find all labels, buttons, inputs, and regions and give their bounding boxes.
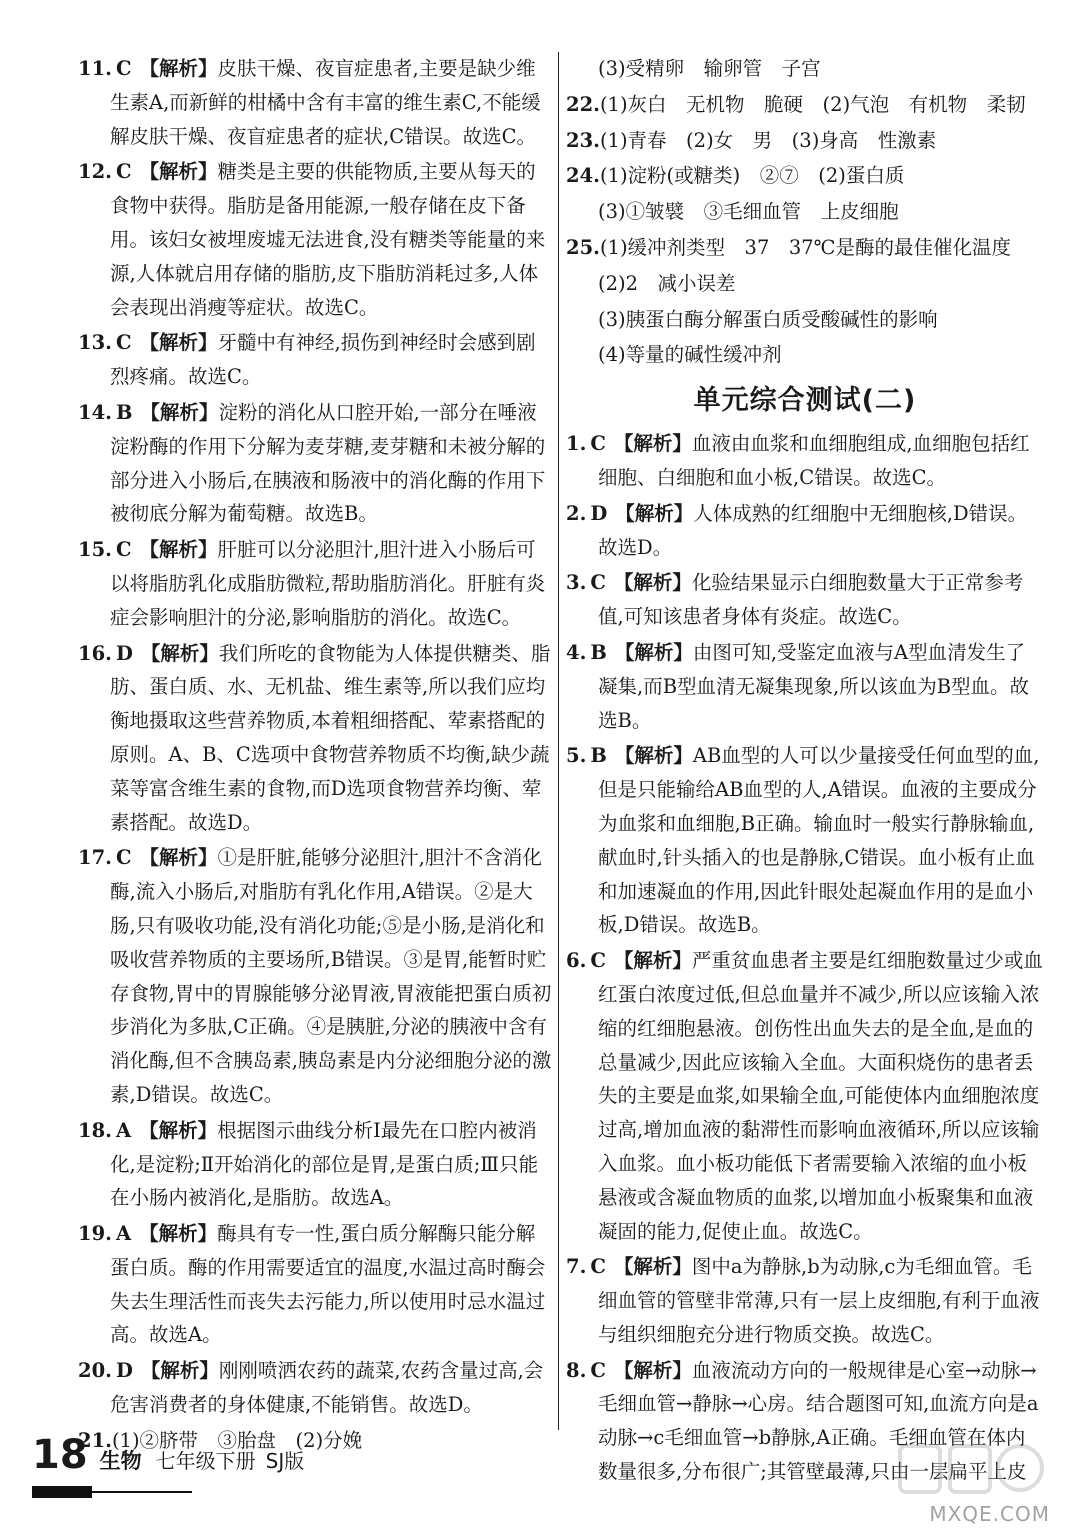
page-footer (32, 1432, 304, 1478)
answer-text: (1)灰白 无机物 脆硬 (2)气泡 有机物 柔韧 (599, 92, 1026, 116)
question-number: 11. (78, 57, 112, 80)
answer-item (78, 1354, 554, 1422)
answer-item (566, 195, 1044, 229)
answer-item (566, 338, 1044, 372)
answer-letter: C (115, 846, 132, 870)
answer-item (566, 52, 1044, 86)
question-number: 7. (566, 1255, 587, 1279)
question-number: 16. (78, 641, 112, 665)
question-number: 17. (78, 846, 112, 870)
answer-text: 酶具有专一性,蛋白质分解酶只能分解蛋白质。酶的作用需要适宜的温度,水温过高时酶会失去生理活性而丧失去污能力,所以使用时忌水温过高。故选A。 (110, 1222, 546, 1347)
answer-item (78, 1114, 554, 1215)
answer-letter: C (590, 432, 606, 456)
answer-text: (1)缓冲剂类型 37 37℃是酶的最佳催化温度 (599, 235, 1011, 259)
answer-letter: C (115, 331, 132, 355)
left-column (78, 52, 554, 1460)
footer-bar (32, 1486, 92, 1498)
answer-letter: D (115, 641, 133, 665)
answer-text: 化验结果显示白细胞数量大于正常参考值,可知该患者身体有炎症。故选C。 (598, 571, 1024, 629)
question-number: 1. (566, 432, 587, 456)
answer-item (566, 497, 1044, 565)
answer-text: AB血型的人可以少量接受任何血型的血,但是只能输给AB血型的人,A错误。血液的主要成分为血浆和血细胞,B正确。输血时一般实行静脉输血,献血时,针头插入的也是静脉,C错误。血小板有止血和加速凝血的作用,因此针眼处起凝血作用的是血小板,D错误。故选B。 (598, 744, 1040, 937)
answer-letter: C (115, 57, 132, 80)
question-number: 4. (566, 640, 587, 664)
answer-text: (1)淀粉(或糖类) ②⑦ (2)蛋白质 (599, 164, 905, 188)
analysis-tag: 【解析】 (613, 432, 692, 456)
answer-item (566, 739, 1044, 942)
answer-item (566, 231, 1044, 265)
answer-item (566, 427, 1044, 495)
answer-letter: B (590, 640, 607, 664)
answer-item (566, 88, 1044, 122)
answer-text: (3)受精卵 输卵管 子宫 (598, 57, 821, 80)
answer-letter: C (590, 1255, 606, 1279)
answer-item (78, 396, 554, 531)
answer-text: 我们所吃的食物能为人体提供糖类、脂肪、蛋白质、水、无机盐、维生素等,所以我们应均衡地摄取这些营养物质,本着粗细搭配、荤素搭配的原则。A、B、C选项中食物营养物质不均衡,缺少蔬菜等富含维生素的食物,而D选项食物营养均衡、荤素搭配。故选D。 (110, 641, 551, 834)
answer-text: (3)胰蛋白酶分解蛋白质受酸碱性的影响 (598, 307, 938, 331)
answer-item (566, 566, 1044, 634)
page-number: 18 (32, 1432, 88, 1478)
edition-label: SJ版 (265, 1449, 305, 1473)
answer-item (566, 159, 1044, 193)
answer-text: 淀粉的消化从口腔开始,一部分在唾液淀粉酶的作用下分解为麦芽糖,麦芽糖和未被分解的部分进入小肠后,在胰液和肠液中的消化酶的作用下被彻底分解为葡萄糖。故选B。 (110, 400, 546, 526)
answer-text: 血液由血浆和血细胞组成,血细胞包括红细胞、白细胞和血小板,C错误。故选C。 (598, 432, 1030, 489)
answer-text: 人体成熟的红细胞中无细胞核,D错误。故选D。 (598, 501, 1028, 559)
analysis-tag: 【解析】 (139, 331, 218, 355)
answer-text: (2)2 减小误差 (598, 271, 736, 295)
analysis-tag: 【解析】 (613, 1255, 692, 1279)
question-number: 13. (78, 331, 112, 355)
answer-letter: D (590, 501, 608, 525)
answer-item (78, 637, 554, 840)
analysis-tag: 【解析】 (613, 1358, 692, 1382)
answer-text: 皮肤干燥、夜盲症患者,主要是缺少维生素A,而新鲜的柑橘中含有丰富的维生素C,不能缓解皮肤干燥、夜盲症患者的症状,C错误。故选C。 (110, 57, 541, 148)
question-number: 5. (566, 744, 587, 768)
analysis-tag: 【解析】 (139, 57, 218, 80)
analysis-tag: 【解析】 (139, 160, 218, 184)
column-divider (558, 52, 559, 1430)
answer-text: 糖类是主要的供能物质,主要从每天的食物中获得。脂肪是备用能源,一般存储在皮下备用。该妇女被埋废墟无法进食,没有糖类等能量的来源,人体就启用存储的脂肪,皮下脂肪消耗过多,人体会表现出消瘦等症状。故选C。 (110, 160, 546, 319)
right-top-answers (566, 52, 1044, 372)
answer-text: (3)①皱襞 ③毛细血管 上皮细胞 (598, 200, 899, 224)
answer-letter: A (115, 1222, 132, 1246)
question-number: 14. (78, 400, 112, 424)
answer-letter: C (590, 949, 606, 973)
answer-item (566, 636, 1044, 737)
answer-letter: D (115, 1359, 133, 1383)
question-number: 3. (566, 571, 587, 595)
question-number: 6. (566, 949, 587, 973)
question-number: 8. (566, 1358, 587, 1382)
answer-item (78, 1217, 554, 1352)
subject-label: 生物 (99, 1449, 142, 1473)
answer-item (566, 267, 1044, 301)
question-number: 23. (566, 128, 600, 152)
answer-item (78, 841, 554, 1111)
answer-text: 根据图示曲线分析Ⅰ最先在口腔内被消化,是淀粉;Ⅱ开始消化的部位是胃,是蛋白质;Ⅲ只能在小肠内被消化,是脂肪。故选A。 (110, 1118, 539, 1210)
right-bottom-answers (566, 427, 1044, 1489)
answer-item (566, 124, 1044, 158)
answer-text: 严重贫血患者主要是红细胞数量过少或血红蛋白浓度过低,但总血量并不减少,所以应该输入浓缩的红细胞悬液。创伤性出血失去的是全血,是血的总量减少,因此应该输入全血。大面积烧伤的患者丢失的主要是血浆,如果输全血,可能使体内血细胞浓度过高,增加血液的黏滞性而影响血液循环,所以应该输入血浆。血小板功能低下者需要输入浓缩的血小板悬液或含凝血物质的血浆,以增加血小板聚集和血液凝固的能力,促使止血。故选C。 (598, 949, 1043, 1243)
analysis-tag: 【解析】 (615, 501, 694, 525)
analysis-tag: 【解析】 (614, 744, 693, 768)
answer-text: 肝脏可以分泌胆汁,胆汁进入小肠后可以将脂肪乳化成脂肪微粒,帮助脂肪消化。肝脏有炎症会影响胆汁的分泌,影响脂肪的消化。故选C。 (110, 538, 546, 629)
question-number: 20. (78, 1359, 112, 1383)
answer-text: ①是肝脏,能够分泌胆汁,胆汁不含消化酶,流入小肠后,对脂肪有乳化作用,A错误。②是大肠,只有吸收功能,没有消化功能;⑤是小肠,是消化和吸收营养物质的主要场所,B错误。③是胃,能暂时贮存食物,胃中的胃腺能够分泌胃液,胃液能把蛋白质初步消化为多肽,C正确。④是胰脏,分泌的胰液中含有消化酶,但不含胰岛素,胰岛素是内分泌细胞分泌的激素,D错误。故选C。 (110, 846, 552, 1106)
analysis-tag: 【解析】 (140, 641, 219, 665)
answer-item (566, 944, 1044, 1248)
answer-letter: C (590, 571, 606, 595)
question-number: 12. (78, 160, 112, 184)
analysis-tag: 【解析】 (614, 640, 693, 664)
question-number: 18. (78, 1118, 112, 1142)
answer-item (78, 326, 554, 394)
answer-item (78, 155, 554, 324)
analysis-tag: 【解析】 (139, 846, 218, 870)
question-number: 25. (566, 235, 600, 259)
question-number: 19. (78, 1222, 112, 1246)
question-number: 24. (566, 164, 600, 188)
question-number: 21. (78, 1428, 112, 1452)
grade-label: 七年级下册 (155, 1449, 256, 1473)
answer-text: 血液流动方向的一般规律是心室→动脉→毛细血管→静脉→心房。结合题图可知,血流方向是a动脉→c毛细血管→b静脉,A正确。毛细血管在体内数量很多,分布很广;其管壁最薄,只由一层扁平上皮 (598, 1358, 1039, 1484)
question-number: 22. (566, 92, 600, 116)
analysis-tag: 【解析】 (139, 1222, 218, 1246)
answer-text: (4)等量的碱性缓冲剂 (598, 343, 782, 367)
answer-letter: C (590, 1358, 606, 1382)
answer-item (566, 1250, 1044, 1351)
analysis-tag: 【解析】 (140, 400, 219, 424)
section-title: 单元综合测试(二) (693, 385, 917, 417)
question-number: 15. (78, 538, 112, 562)
answer-letter: A (115, 1118, 132, 1142)
answer-item (566, 303, 1044, 337)
answer-item (78, 52, 554, 153)
analysis-tag: 【解析】 (140, 1359, 219, 1383)
answer-text: 刚刚喷洒农药的蔬菜,农药含量过高,会危害消费者的身体健康,不能销售。故选D。 (110, 1359, 544, 1417)
answer-text: 图中a为静脉,b为动脉,c为毛细血管。毛细血管的管壁非常薄,只有一层上皮细胞,有利于血液与组织细胞充分进行物质交换。故选C。 (598, 1255, 1040, 1346)
answer-item (78, 533, 554, 634)
analysis-tag: 【解析】 (613, 949, 692, 973)
analysis-tag: 【解析】 (139, 538, 218, 562)
right-column (566, 52, 1044, 1491)
answer-letter: B (115, 400, 133, 424)
analysis-tag: 【解析】 (613, 571, 692, 595)
question-number: 2. (566, 501, 587, 525)
analysis-tag: 【解析】 (139, 1118, 218, 1142)
watermark-url: MXQE.COM (929, 1502, 1050, 1526)
answer-letter: C (115, 538, 132, 562)
answer-text: 由图可知,受鉴定血液与A型血清发生了凝集,而B型血清无凝集现象,所以该血为B型血。故选B。 (598, 640, 1030, 732)
footer-rule (92, 1491, 192, 1493)
answer-text: (1)②脐带 ③胎盘 (2)分娩 (111, 1428, 363, 1452)
answer-letter: B (590, 744, 607, 768)
answer-text: 牙髓中有神经,损伤到神经时会感到剧烈疼痛。故选C。 (110, 331, 536, 389)
answer-letter: C (115, 160, 132, 184)
answer-text: (1)青春 (2)女 男 (3)身高 性激素 (599, 128, 937, 152)
